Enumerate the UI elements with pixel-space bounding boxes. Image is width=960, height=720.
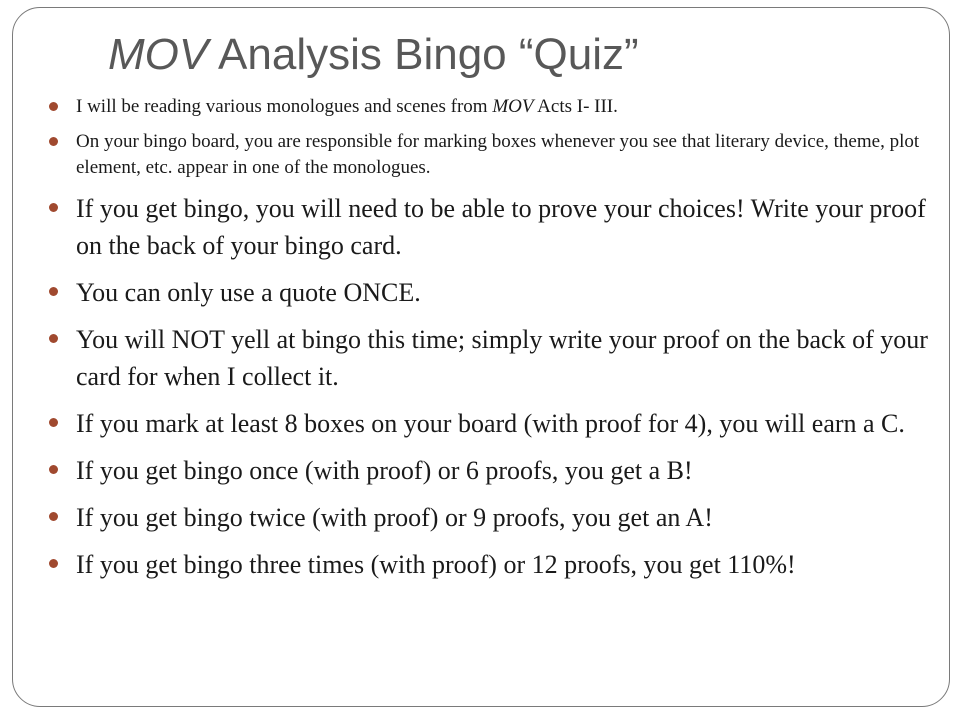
bullet-item [49,274,929,311]
bullet-text: If you get bingo twice (with proof) or 9 proofs, you get an A! [76,503,713,532]
bullet-text: I will be reading various monologues and scenes from [76,96,493,117]
bullet-item [49,321,929,395]
bullet-text: You can only use a quote ONCE. [76,278,421,307]
bullet-item [49,190,929,264]
bullet-item [49,499,929,536]
bullet-icon [49,334,58,343]
bullet-icon [49,287,58,296]
bullet-text: You will NOT yell at bingo this time; simply write your proof on the back of your card for when I collect it. [76,325,928,391]
bullet-text: If you get bingo three times (with proof) or 12 proofs, you get 110%! [76,550,796,579]
slide-frame [12,7,950,707]
bullet-icon [49,559,58,568]
bullet-item [49,452,929,489]
bullet-italic-text: MOV [492,96,534,117]
bullet-icon [49,102,58,111]
bullet-icon [49,512,58,521]
bullet-icon [49,418,58,427]
title-text: Analysis Bingo “Quiz” [208,30,639,79]
bullet-item [49,94,929,120]
bullet-text: If you get bingo once (with proof) or 6 proofs, you get a B! [76,456,693,485]
bullet-item [49,129,929,181]
bullet-item [49,546,929,583]
bullet-text: On your bingo board, you are responsible for marking boxes whenever you see that literary device, theme, plot element, etc. appear in one of the monologues. [76,131,920,178]
bullet-list [49,94,929,593]
slide-title [108,27,639,83]
title-italic-text: MOV [108,30,209,79]
bullet-icon [49,203,58,212]
bullet-text: If you mark at least 8 boxes on your board (with proof for 4), you will earn a C. [76,409,905,438]
bullet-icon [49,137,58,146]
bullet-item [49,405,929,442]
bullet-icon [49,465,58,474]
bullet-text-end: Acts I- III. [533,96,618,117]
bullet-text: If you get bingo, you will need to be able to prove your choices! Write your proof on the back of your bingo card. [76,194,926,260]
